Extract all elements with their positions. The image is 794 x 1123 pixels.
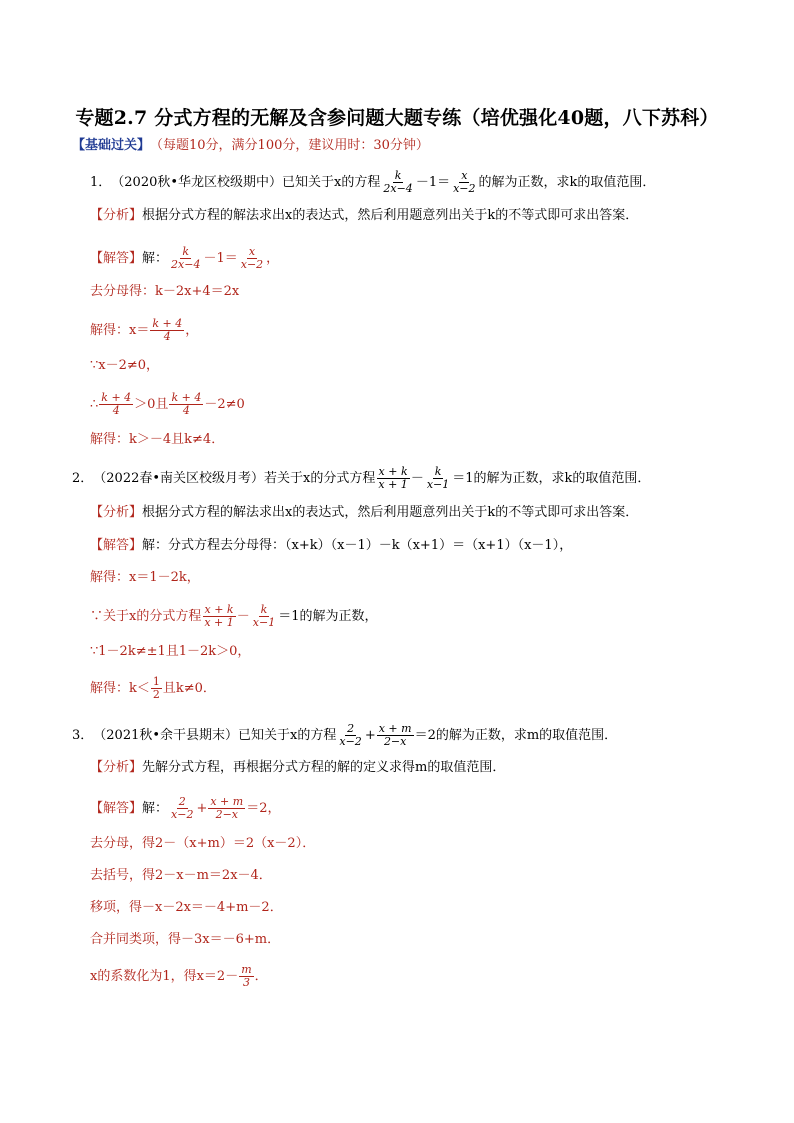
fraction: $\frac{2}{x-2}$ [339,722,362,748]
equation-operator: －1＝ [203,250,238,266]
fraction: $\frac{m}{3}$ [241,963,252,989]
step-text: ∵关于x的分式方程 [90,608,202,624]
step-text: ＞0且 [134,396,169,412]
section-header [72,136,429,156]
problem-3-step-2: 去括号，得2－x－m＝2x－4． [90,868,272,883]
problem-2-step-4 [90,676,216,701]
fraction: $\frac{k}{x-1}$ [252,603,276,629]
answer-text: 解：分式方程去分母得：（x+k）（x－1）－k（x+1）＝（x+1）（x－1）， [142,538,573,553]
question-text: 若关于x的分式方程 [264,470,376,486]
analysis-text: 根据分式方程的解法求出x的表达式，然后利用题意列出关于k的不等式即可求出答案． [142,505,639,520]
problem-3-step-4: 合并同类项，得－3x＝－6+m． [90,932,281,947]
answer-label: 【解答】 [90,538,143,553]
equation-operator: + [196,800,208,816]
analysis-text: 先解分式方程，再根据分式方程的解的定义求得m的取值范围． [142,760,506,775]
fraction: $\frac{k + 4}{4}$ [171,391,202,417]
punctuation: ， [185,322,199,338]
step-text: 且k≠0． [162,680,216,696]
question-text: 的解为正数，求k的取值范围． [478,174,656,190]
fraction: $\frac{x + m}{2-x}$ [378,722,412,748]
problem-source: （2020秋•华龙区校级期中） [111,174,283,190]
problem-2-question [72,466,650,491]
question-text: ＝2的解为正数，求m的取值范围． [414,727,618,743]
fraction: $\frac{k}{2x-4}$ [383,169,413,195]
step-text: 解得：x＝ [90,322,150,338]
analysis-label: 【分析】 [90,760,143,775]
equation-operator: － [236,608,250,624]
problem-1-analysis [90,206,638,226]
punctuation: ， [266,250,280,266]
answer-text: ＝2， [246,800,281,816]
equation-operator: + [364,727,376,743]
problem-2-step-3: ∵1－2k≠±1且1－2k＞0， [90,644,251,659]
problem-source: （2021秋•余干县期末） [93,727,239,743]
fraction: $\frac{1}{2}$ [152,675,160,701]
problem-number: 3． [72,727,94,743]
problem-1-step-5: 解得：k＞－4且k≠4． [90,432,225,447]
question-text: 已知关于x的方程 [282,174,381,190]
answer-label: 【解答】 [90,250,143,266]
fraction: $\frac{x + k}{x + 1}$ [204,603,234,629]
problem-3-step-3: 移项，得－x－2x＝－4+m－2． [90,900,283,915]
fraction: $\frac{k + 4}{4}$ [152,317,183,343]
question-text: ＝1的解为正数，求k的取值范围． [452,470,651,486]
step-text: －2≠0 [204,396,245,412]
problem-1-step-1: 去分母得：k－2x+4＝2x [90,284,240,299]
fraction: $\frac{x}{x-2}$ [240,245,264,271]
problem-1-step-3: ∵x－2≠0， [90,358,160,373]
answer-label: 【解答】 [90,800,143,816]
analysis-label: 【分析】 [90,208,143,223]
problem-3-step-5 [90,964,268,989]
fraction: $\frac{x}{x-2}$ [453,169,476,195]
problem-1-answer [90,246,279,271]
problem-source: （2022春•南关区校级月考） [93,470,265,486]
step-text: 解得：k＜ [90,680,150,696]
problem-2-step-2 [90,604,377,629]
analysis-text: 根据分式方程的解法求出x的表达式，然后利用题意列出关于k的不等式即可求出答案． [142,208,639,223]
problem-3-question [72,723,617,748]
fraction: $\frac{k}{2x-4}$ [171,245,201,271]
problem-2-answer [90,536,572,556]
problem-number: 2． [72,470,94,486]
analysis-label: 【分析】 [90,505,143,520]
equation-operator: － [410,470,424,486]
fraction: $\frac{k + 4}{4}$ [101,391,132,417]
fraction: $\frac{x + k}{x + 1}$ [378,465,408,491]
problem-1-step-4 [90,392,245,417]
problem-1-step-2 [90,318,198,343]
problem-3-analysis [90,758,505,778]
section-label: 【基础过关】 [72,138,151,153]
section-note: （每题10分，满分100分，建议用时：30分钟） [150,138,429,153]
step-text: ＝1的解为正数， [278,608,378,624]
problem-number: 1． [90,174,112,190]
problem-3-answer [90,796,281,821]
page-title: 专题2.7 分式方程的无解及含参问题大题专练（培优强化40题，八下苏科） [75,107,719,129]
problem-3-step-1: 去分母，得2－（x+m）＝2（x－2）． [90,836,316,851]
step-text: x的系数化为1，得x＝2－ [90,968,239,984]
problem-2-step-1: 解得：x＝1－2k， [90,570,200,585]
fraction: $\frac{2}{x-2}$ [171,795,194,821]
question-text: 已知关于x的方程 [238,727,337,743]
problem-2-analysis [90,503,638,523]
punctuation: ． [254,968,268,984]
step-text: ∴ [90,396,99,412]
equation-operator: －1＝ [415,174,451,190]
problem-1-question [90,170,655,195]
answer-text: 解： [142,250,169,266]
fraction: $\frac{k}{x-1}$ [426,465,450,491]
fraction: $\frac{x + m}{2-x}$ [210,795,244,821]
answer-text: 解： [142,800,169,816]
